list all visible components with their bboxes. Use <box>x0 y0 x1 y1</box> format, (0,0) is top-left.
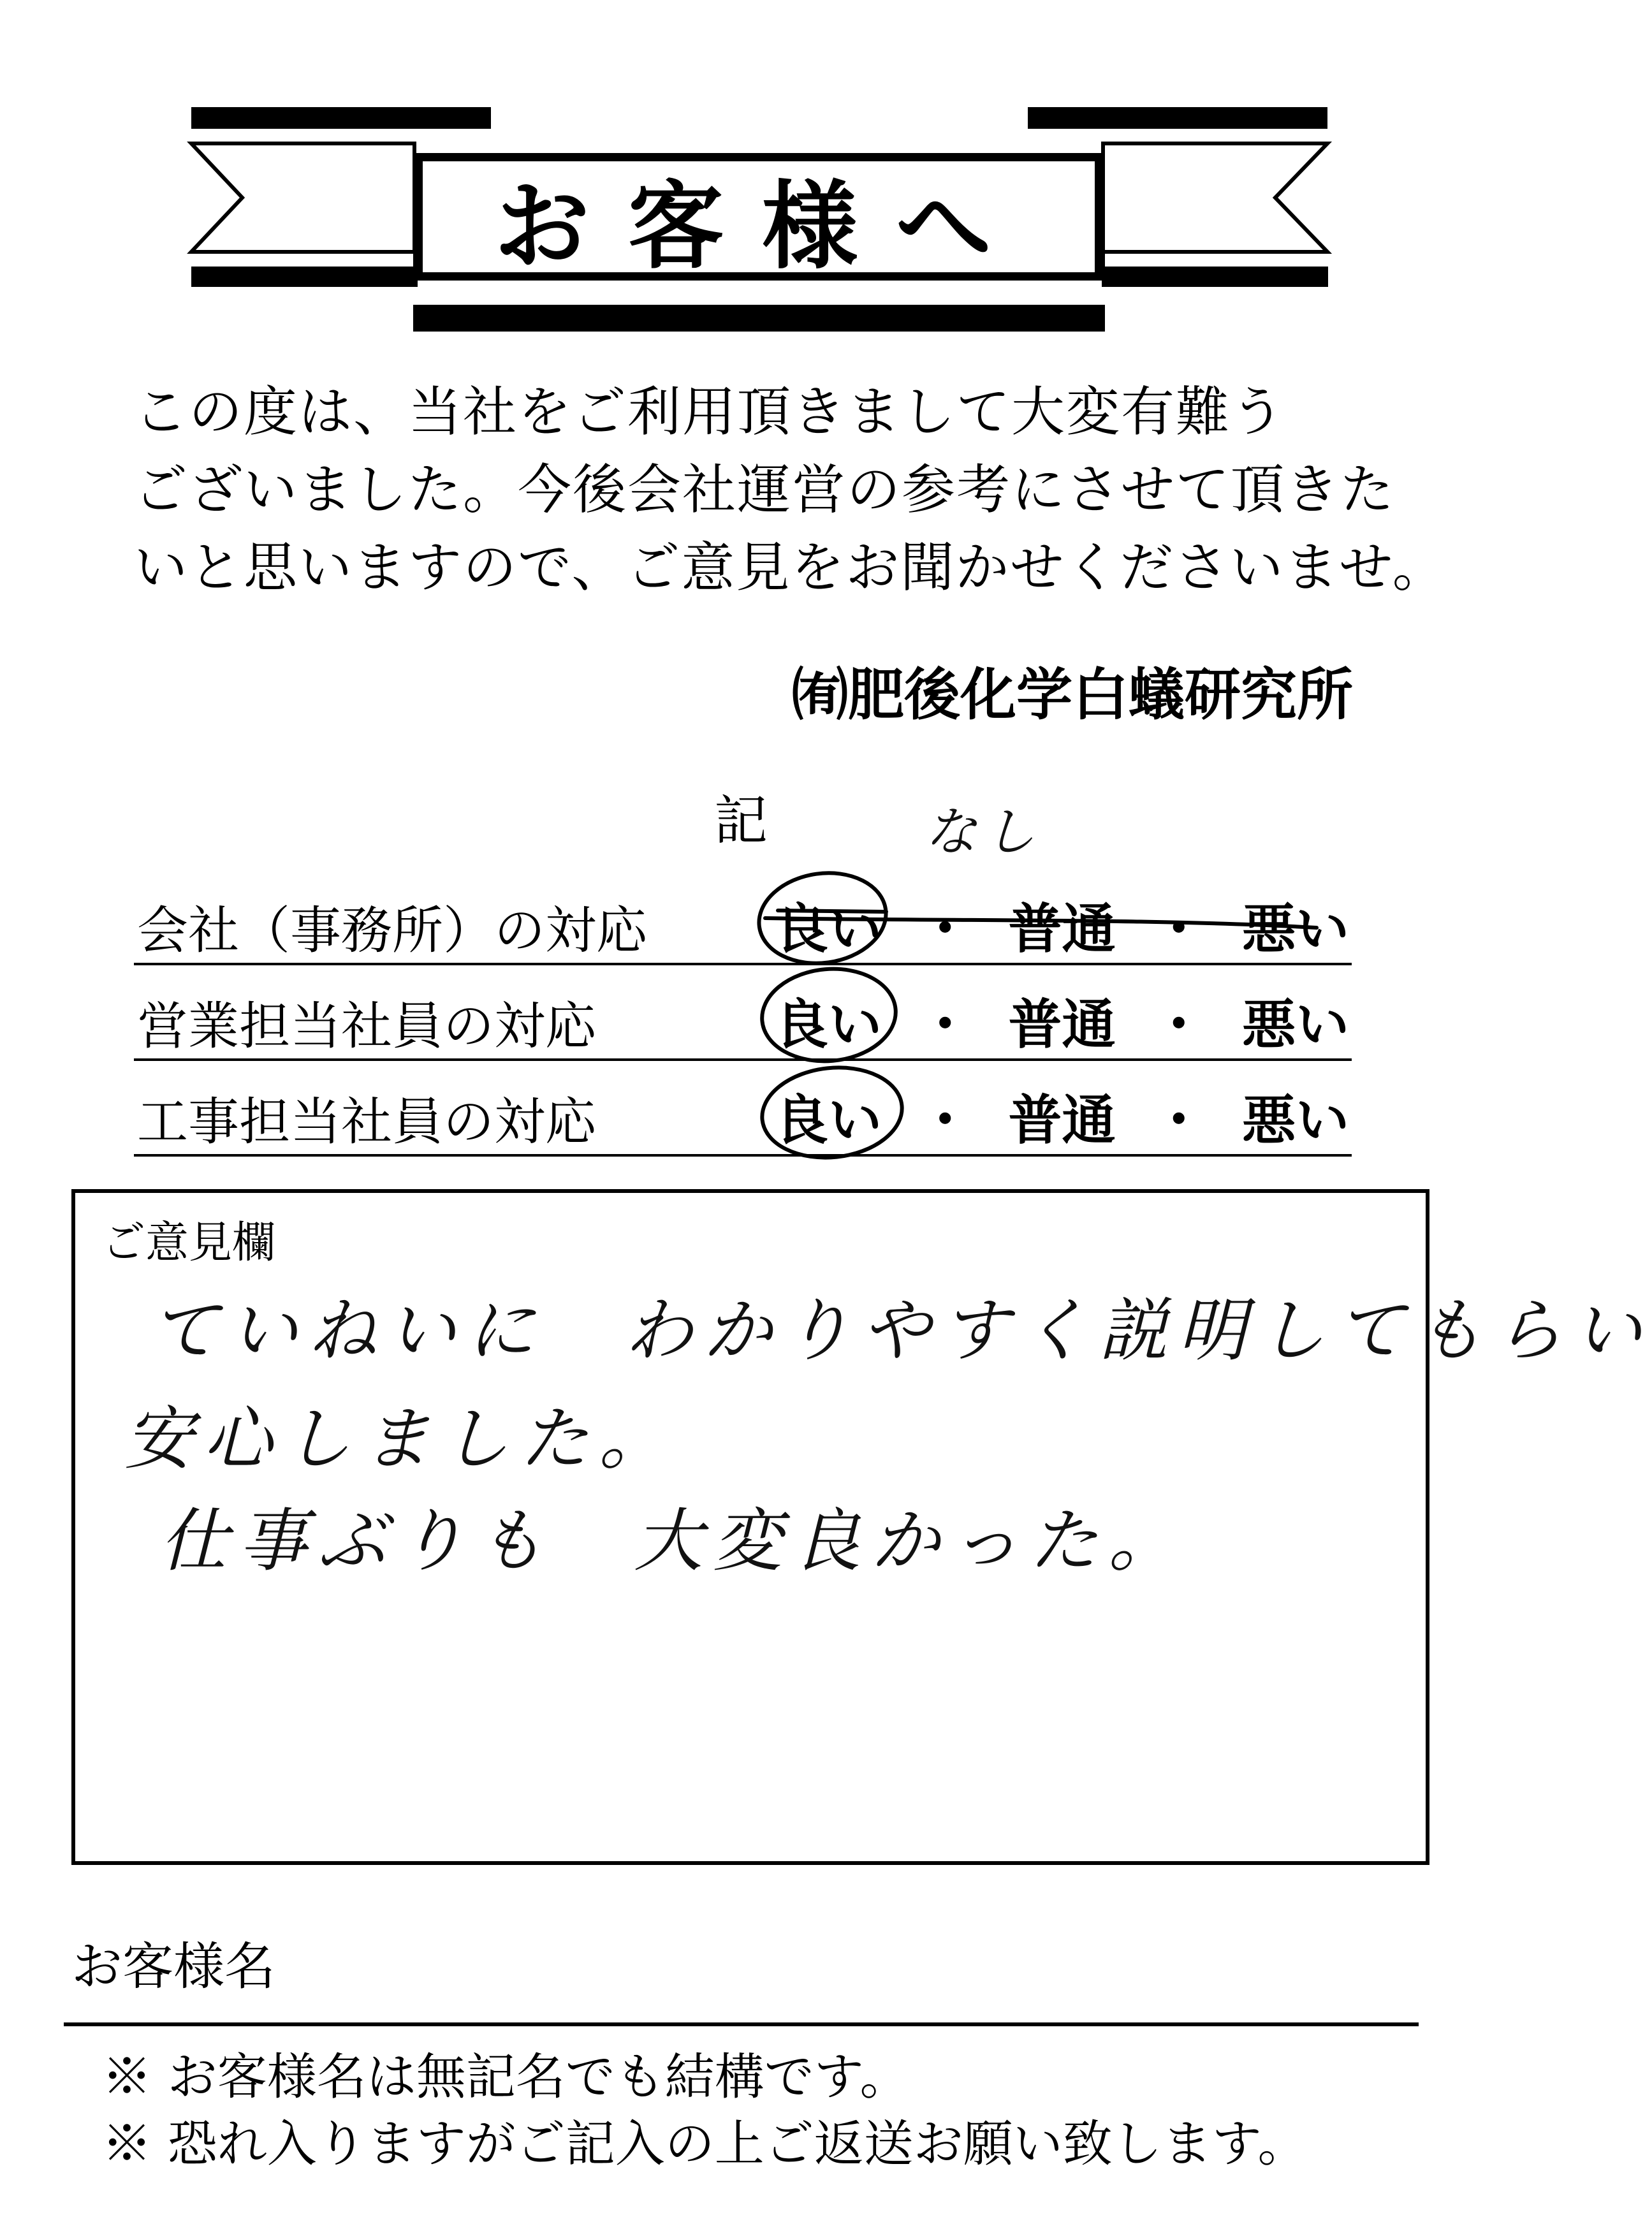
rating-good: 良い <box>775 1088 882 1151</box>
rating-sep: ・ <box>918 993 972 1056</box>
handwritten-nashi: なし <box>925 802 1042 863</box>
comment-heading: ご意見欄 <box>102 1218 276 1268</box>
rating-sep: ・ <box>1151 1088 1206 1151</box>
rating-sep: ・ <box>918 897 972 960</box>
row-label-office: 会社（事務所）の対応 <box>137 901 647 960</box>
rating-sep: ・ <box>1151 993 1206 1056</box>
rating-bad: 悪い <box>1242 993 1350 1056</box>
rating-bad: 悪い <box>1242 1088 1350 1151</box>
strike-line-office <box>765 918 1317 928</box>
handwritten-marks <box>0 0 1493 1211</box>
rating-good: 良い <box>775 897 882 960</box>
page-title: お客様へ <box>493 170 1030 282</box>
company-name: ㈲肥後化学白蟻研究所 <box>791 662 1353 727</box>
intro-line: ございました。今後会社運営の参考にさせて頂きた <box>134 458 1396 521</box>
customer-name-label: お客様名 <box>71 1937 275 1996</box>
intro-line: この度は、当社をご利用頂きまして大変有難う <box>134 381 1286 443</box>
row-label-construction: 工事担当社員の対応 <box>137 1092 596 1151</box>
ki-label: 記 <box>714 789 768 852</box>
circle-mark-construction <box>757 1061 906 1164</box>
rating-normal: 普通 <box>1008 897 1116 960</box>
rating-good: 良い <box>775 993 882 1056</box>
circle-mark-sales <box>758 963 900 1067</box>
intro-line: いと思いますので、ご意見をお聞かせくださいませ。 <box>134 536 1447 599</box>
comment-line: 安心しました。 <box>124 1400 678 1479</box>
comment-line: ていねいに わかりやすく説明してもらい <box>150 1291 1652 1371</box>
rating-sep: ・ <box>918 1088 972 1151</box>
rating-normal: 普通 <box>1008 993 1116 1056</box>
row-label-sales: 営業担当社員の対応 <box>137 997 596 1056</box>
comment-line: 仕事ぶりも 大変良かった。 <box>159 1502 1188 1581</box>
rating-sep: ・ <box>1151 897 1206 960</box>
note-line: ※ お客様名は無記名でも結構です。 <box>102 2049 910 2106</box>
note-line: ※ 恐れ入りますがご記入の上ご返送お願い致します。 <box>102 2116 1308 2173</box>
rating-bad: 悪い <box>1242 897 1350 960</box>
rating-normal: 普通 <box>1008 1088 1116 1151</box>
strike-line-office <box>778 910 886 912</box>
customer-name-line <box>64 2022 1419 2026</box>
